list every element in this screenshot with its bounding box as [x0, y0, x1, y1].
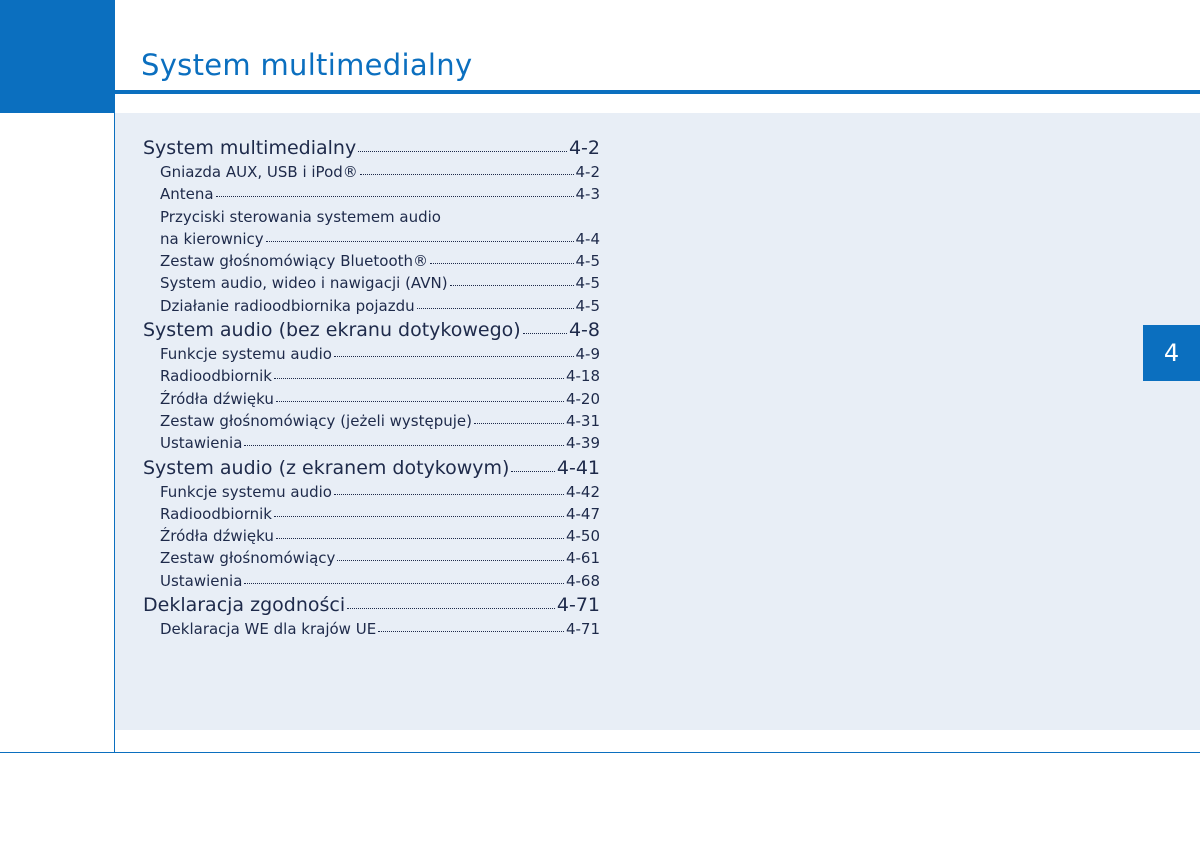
toc-page-number: 4-8 [568, 319, 600, 342]
toc-subsection-entry[interactable] [143, 432, 600, 454]
toc-entry-label: System multimedialny [143, 137, 357, 159]
toc-subsection-entry[interactable] [143, 388, 600, 410]
toc-dot-leader [417, 308, 574, 309]
toc-subsection-entry[interactable] [143, 206, 600, 228]
toc-subsection-entry[interactable] [143, 481, 600, 503]
toc-page-number: 4-3 [575, 185, 600, 204]
toc-dot-leader [360, 174, 574, 175]
toc-entry-label: Radioodbiornik [160, 367, 272, 386]
toc-entry-label: Przyciski sterowania systemem audio [160, 207, 441, 226]
toc-subsection-entry[interactable] [143, 410, 600, 432]
toc-dot-leader [378, 631, 564, 632]
toc-page-number: 4-61 [565, 549, 600, 568]
toc-page-number: 4-31 [565, 411, 600, 430]
toc-page-number: 4-47 [565, 504, 600, 523]
toc-page-number: 4-41 [556, 456, 600, 479]
page-title: System multimedialny [141, 48, 473, 82]
toc-dot-leader [523, 333, 567, 334]
toc-dot-leader [511, 471, 554, 472]
toc-dot-leader [347, 608, 555, 609]
toc-entry-label: System audio, wideo i nawigacji (AVN) [160, 274, 448, 293]
toc-dot-leader [450, 285, 574, 286]
toc-dot-leader [266, 241, 574, 242]
toc-dot-leader [474, 423, 564, 424]
toc-entry-label: Funkcje systemu audio [160, 482, 332, 501]
toc-page-number: 4-42 [565, 482, 600, 501]
toc-entry-label: Gniazda AUX, USB i iPod® [160, 163, 358, 181]
toc-dot-leader [276, 401, 564, 402]
toc-page-number: 4-18 [565, 367, 600, 386]
toc-dot-leader [337, 560, 564, 561]
toc-dot-leader [244, 583, 564, 584]
toc-page-number: 4-50 [565, 527, 600, 546]
chapter-tab[interactable]: 4 [1143, 325, 1200, 381]
toc-subsection-entry[interactable] [143, 503, 600, 525]
toc-page-number: 4-2 [575, 163, 600, 181]
toc-subsection-entry[interactable] [143, 250, 600, 272]
toc-subsection-entry[interactable] [143, 295, 600, 317]
toc-entry-label: Zestaw głośnomówiący [160, 549, 336, 568]
toc-dot-leader [244, 445, 564, 446]
toc-section-entry[interactable] [143, 593, 600, 618]
toc-entry-label: Deklaracja WE dla krajów UE [160, 620, 377, 639]
toc-subsection-entry[interactable] [143, 228, 600, 250]
toc-dot-leader [358, 151, 567, 152]
toc-dot-leader [334, 494, 564, 495]
toc-entry-label: Zestaw głośnomówiący Bluetooth® [160, 252, 429, 271]
toc-subsection-entry[interactable] [143, 161, 600, 183]
toc-subsection-entry[interactable] [143, 343, 600, 365]
toc-dot-leader [430, 263, 573, 264]
toc-page-number: 4-20 [565, 389, 600, 408]
title-underline [115, 90, 1200, 94]
toc-page-number: 4-2 [568, 137, 600, 159]
toc-section-entry[interactable] [143, 136, 600, 161]
toc-entry-label: Ustawienia [160, 571, 243, 590]
toc-page-number: 4-9 [575, 345, 600, 364]
toc-entry-label: Źródła dźwięku [160, 389, 274, 408]
chapter-color-block [0, 0, 115, 113]
toc-entry-label: Antena [160, 185, 214, 204]
toc-page-number: 4-71 [565, 620, 600, 639]
table-of-contents [143, 135, 600, 640]
toc-entry-label: System audio (z ekranem dotykowym) [143, 456, 510, 479]
toc-dot-leader [334, 356, 574, 357]
toc-entry-label: Funkcje systemu audio [160, 345, 332, 364]
toc-page-number: 4-68 [565, 571, 600, 590]
toc-entry-label: Deklaracja zgodności [143, 594, 346, 617]
toc-entry-label: System audio (bez ekranu dotykowego) [143, 319, 521, 342]
toc-entry-label: Działanie radioodbiornika pojazdu [160, 296, 415, 315]
toc-subsection-entry[interactable] [143, 272, 600, 294]
toc-subsection-entry[interactable] [143, 547, 600, 569]
toc-subsection-entry[interactable] [143, 183, 600, 205]
toc-dot-leader [274, 516, 564, 517]
toc-section-entry[interactable] [143, 456, 600, 481]
toc-entry-label: Radioodbiornik [160, 504, 272, 523]
toc-page-number: 4-4 [575, 229, 600, 248]
toc-page-number: 4-39 [565, 434, 600, 453]
toc-dot-leader [276, 538, 564, 539]
toc-page-number: 4-71 [556, 594, 600, 617]
left-border-line [114, 113, 115, 753]
toc-entry-label: na kierownicy [160, 229, 264, 248]
toc-entry-label: Źródła dźwięku [160, 527, 274, 546]
toc-entry-label: Ustawienia [160, 434, 243, 453]
toc-page-number: 4-5 [575, 274, 600, 293]
toc-subsection-entry[interactable] [143, 365, 600, 387]
toc-subsection-entry[interactable] [143, 570, 600, 592]
toc-page-number: 4-5 [575, 296, 600, 315]
toc-entry-label: Zestaw głośnomówiący (jeżeli występuje) [160, 411, 472, 430]
toc-dot-leader [216, 196, 574, 197]
toc-section-entry[interactable] [143, 318, 600, 343]
toc-dot-leader [274, 378, 564, 379]
toc-subsection-entry[interactable] [143, 618, 600, 640]
bottom-border-line [0, 752, 1200, 753]
toc-subsection-entry[interactable] [143, 525, 600, 547]
toc-page-number: 4-5 [575, 252, 600, 271]
